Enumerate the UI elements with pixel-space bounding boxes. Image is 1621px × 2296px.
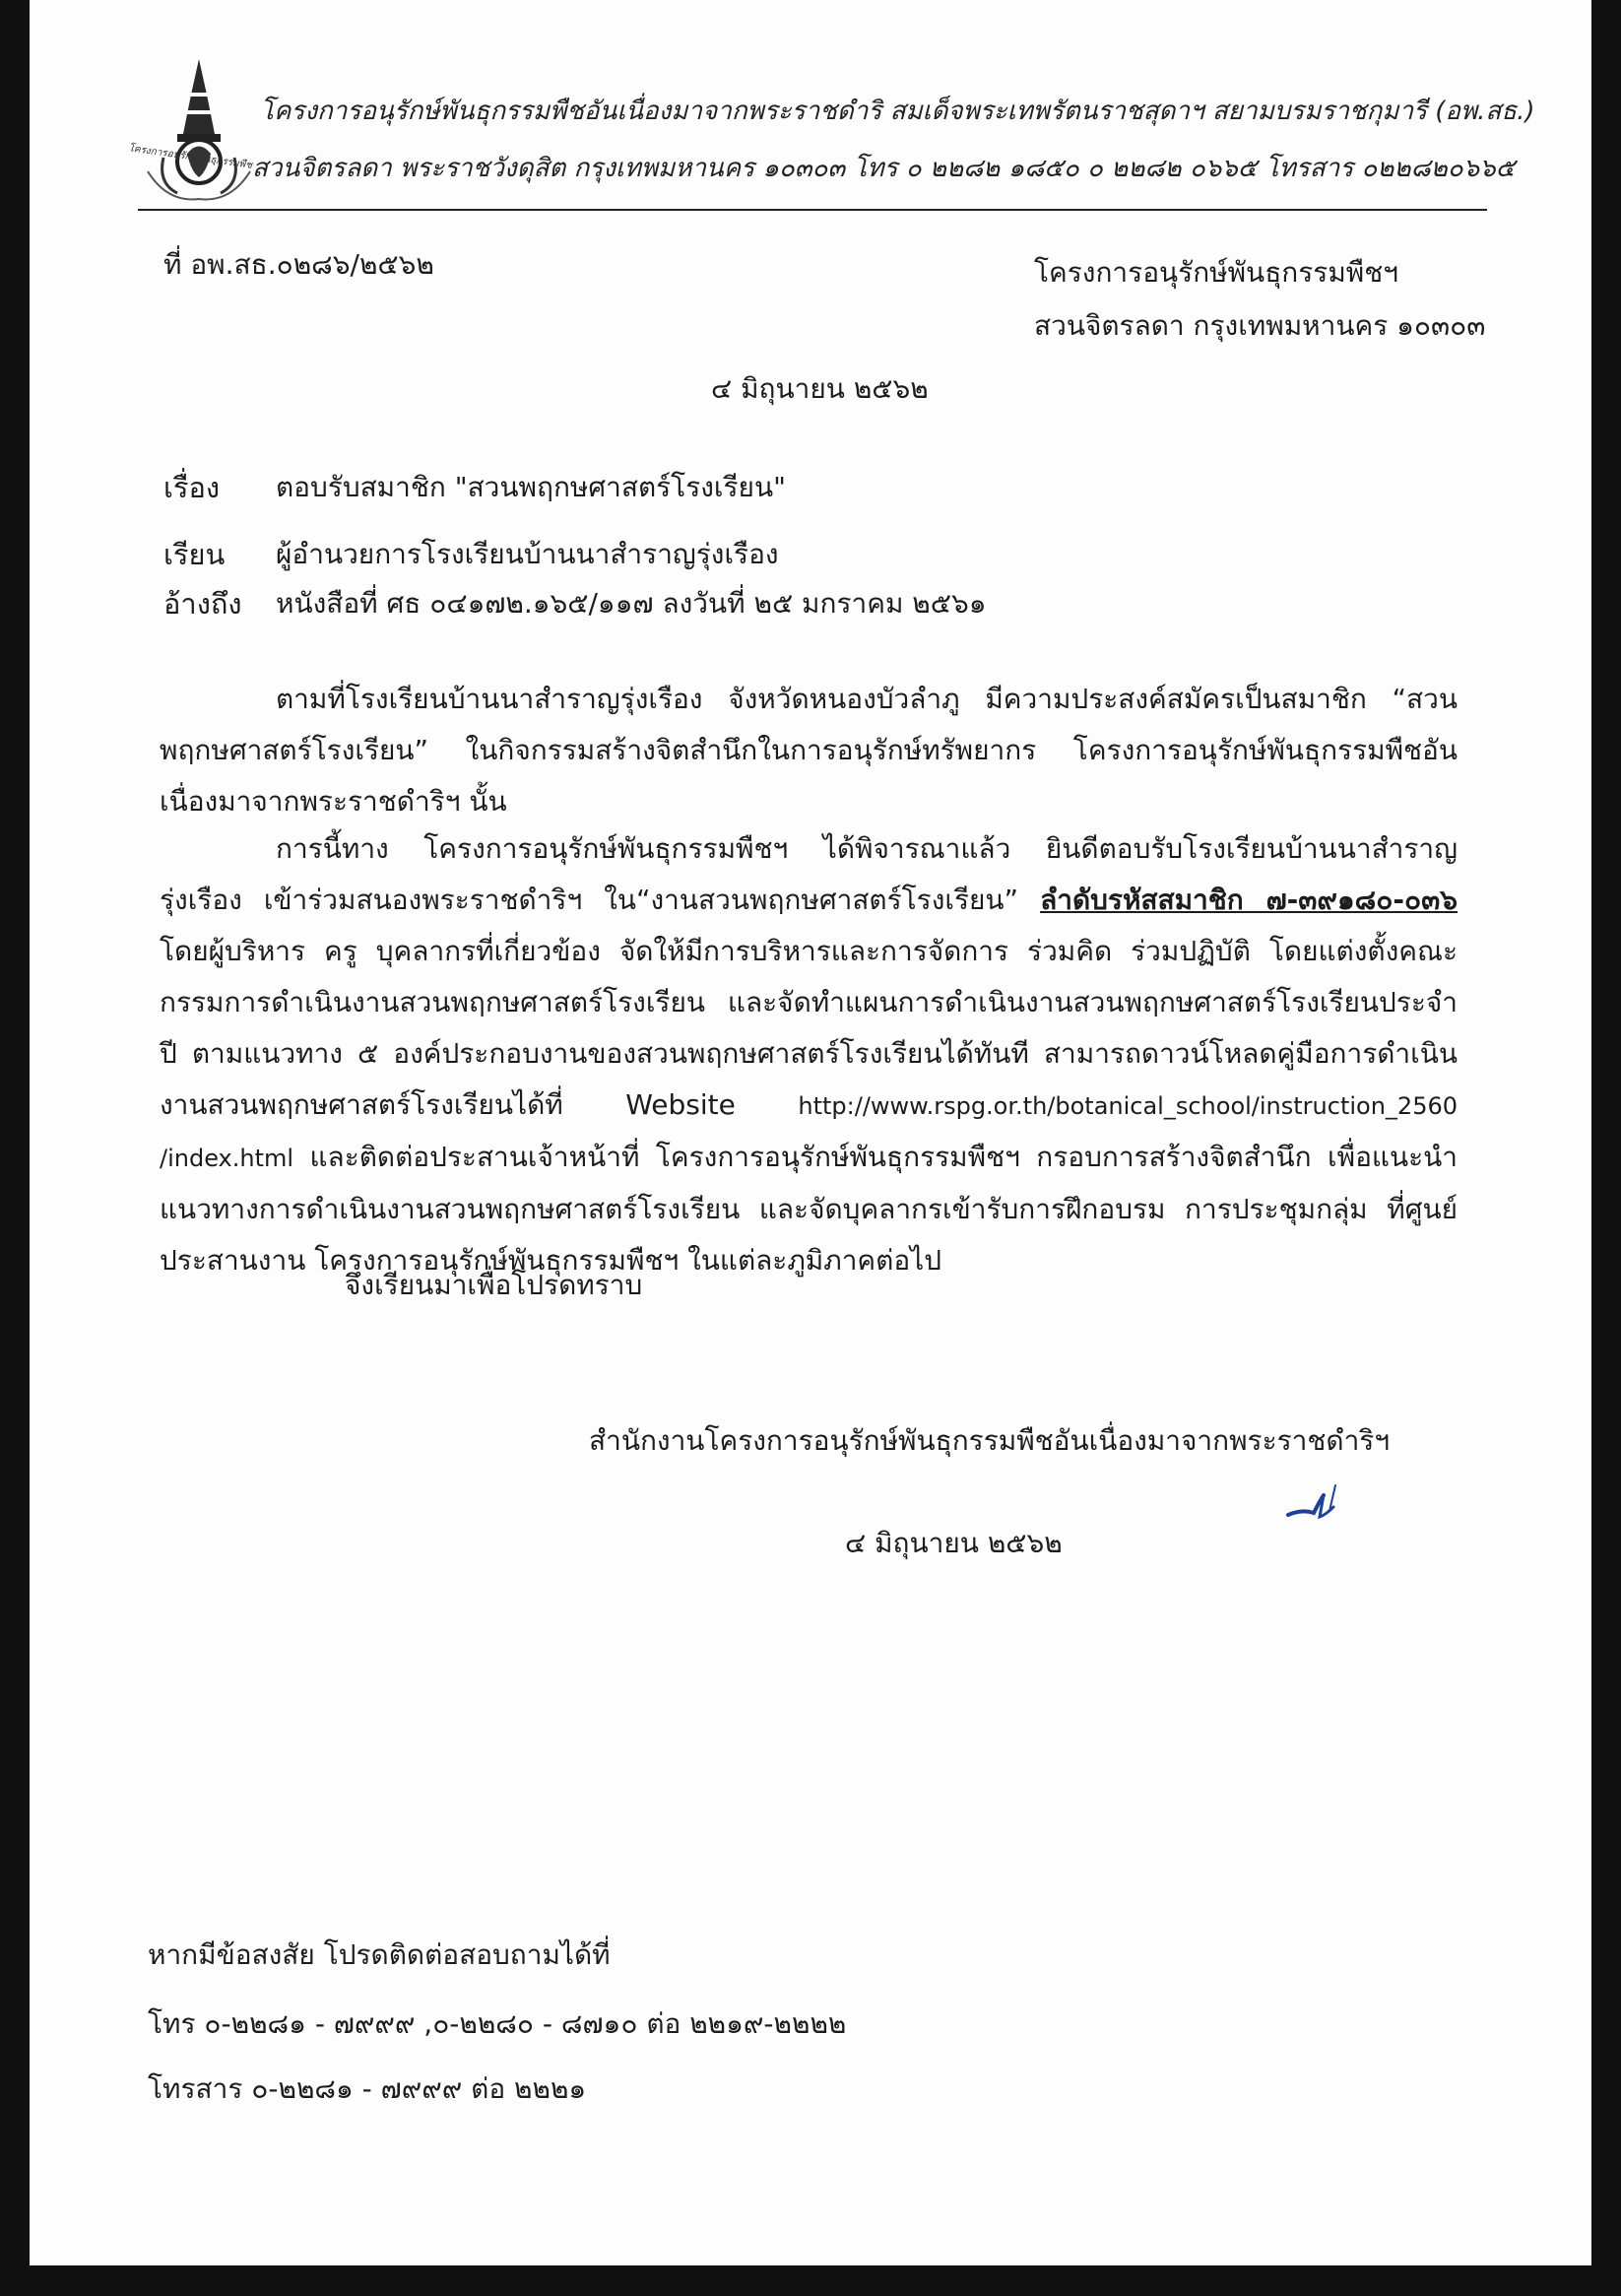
reference-label: อ้างถึง	[163, 587, 242, 621]
left-edge	[0, 0, 30, 2296]
paragraph-2-part-b: โดยผู้บริหาร ครู บุคลากรที่เกี่ยวข้อง จัดให้มีการบริหารและการจัดการ ร่วมคิด ร่วมปฏิบัติ โดยแต่งตั้งคณะกรรมการดำเนินงานสวนพฤกษศาสตร์โรงเรียน และจัดทำแผนการดำเนินงานสวนพฤกษศาสตร์โรงเรียนประจำปี ตามแนวทาง ๕ องค์ประกอบงานของสวนพฤกษศาสตร์โรงเรียนได้ทันที สามารถดาวน์โหลดคู่มือการดำเนินงานสวนพฤกษศาสตร์โรงเรียนได้ที่ Website	[160, 935, 1458, 1121]
header-line-1: โครงการอนุรักษ์พันธุกรรมพืชอันเนื่องมาจากพระราชดำริ สมเด็จพระเทพรัตนราชสุดาฯ สยามบรมราชกุมารี (อพ.สธ.)	[260, 97, 1535, 126]
bottom-edge	[0, 2265, 1621, 2296]
subject-text: ตอบรับสมาชิก "สวนพฤกษศาสตร์โรงเรียน"	[276, 471, 786, 503]
to-label: เรียน	[163, 538, 226, 571]
closing-text: จึงเรียนมาเพื่อโปรดทราบ	[345, 1269, 643, 1301]
signatory-name: สำนักงานโครงการอนุรักษ์พันธุกรรมพืชอันเนื่องมาจากพระราชดำริฯ	[589, 1424, 1391, 1457]
contact-phone: โทร ๐-๒๒๘๑ - ๗๙๙๙ ,๐-๒๒๘๐ - ๘๗๑๐ ต่อ ๒๒๑๙-๒๒๒๒	[148, 2007, 847, 2040]
letter-date: ๔ มิถุนายน ๒๕๖๒	[711, 372, 929, 405]
paragraph-1-text: ตามที่โรงเรียนบ้านนาสำราญรุ่งเรือง จังหวัดหนองบัวลำภู มีความประสงค์สมัครเป็นสมาชิก “สวนพฤกษศาสตร์โรงเรียน” ในกิจกรรมสร้างจิตสำนึกในการอนุรักษ์ทรัพยากร โครงการอนุรักษ์พันธุกรรมพืชอันเนื่องมาจากพระราชดำริฯ นั้น	[160, 683, 1458, 818]
paragraph-2-part-c: และติดต่อประสานเจ้าหน้าที่ โครงการอนุรักษ์พันธุกรรมพืชฯ กรอบการสร้างจิตสำนึก เพื่อแนะนำแนวทางการดำเนินงานสวนพฤกษศาสตร์โรงเรียน และจัดบุคลากรเข้ารับการฝึกอบรม การประชุมกลุ่ม ที่ศูนย์ประสานงาน โครงการอนุรักษ์พันธุกรรมพืชฯ ในแต่ละภูมิภาคต่อไป	[160, 1141, 1458, 1277]
contact-fax: โทรสาร ๐-๒๒๘๑ - ๗๙๙๙ ต่อ ๒๒๒๑	[148, 2072, 587, 2105]
paragraph-2	[160, 823, 1458, 1286]
sender-line-2: สวนจิตรลดา กรุงเทพมหานคร ๑๐๓๐๓	[1034, 309, 1486, 342]
reference-number: ที่ อพ.สธ.๐๒๘๖/๒๕๖๒	[163, 248, 434, 281]
reference-text: หนังสือที่ ศธ ๐๔๑๗๒.๑๖๕/๑๑๗ ลงวันที่ ๒๕ มกราคม ๒๕๖๑	[276, 587, 987, 620]
subject-label: เรื่อง	[163, 471, 221, 504]
to-text: ผู้อำนวยการโรงเรียนบ้านนาสำราญรุ่งเรือง	[276, 538, 779, 570]
header-line-2: สวนจิตรลดา พระราชวังดุสิต กรุงเทพมหานคร ๑๐๓๐๓ โทร ๐ ๒๒๘๒ ๑๘๕๐ ๐ ๒๒๘๒ ๐๖๖๕ โทรสาร ๐๒๒๘๒๐๖๖๕	[252, 154, 1516, 183]
member-code: ลำดับรหัสสมาชิก ๗-๓๙๑๘๐-๐๓๖	[1040, 884, 1458, 916]
right-edge	[1591, 0, 1621, 2296]
contact-intro: หากมีข้อสงสัย โปรดติดต่อสอบถามได้ที่	[148, 1938, 611, 1971]
paragraph-1	[160, 674, 1458, 827]
signature-mark	[1280, 1472, 1359, 1531]
website-link[interactable]: http://www.rspg.or.th/botanical_school/instruction_2560 /index.html	[160, 1092, 1458, 1172]
signature-date: ๔ มิถุนายน ๒๕๖๒	[845, 1527, 1063, 1559]
header-divider	[138, 209, 1487, 211]
paragraph-2-part-a: การนี้ทาง โครงการอนุรักษ์พันธุกรรมพืชฯ ได้พิจารณาแล้ว ยินดีตอบรับโรงเรียนบ้านนาสำราญรุ่งเรือง เข้าร่วมสนองพระราชดำริฯ ใน“งานสวนพฤกษศาสตร์โรงเรียน”	[160, 832, 1458, 916]
rspg-emblem-icon	[138, 55, 261, 203]
sender-line-1: โครงการอนุรักษ์พันธุกรรมพืชฯ	[1034, 256, 1398, 289]
emblem-caption: โครงการอนุรักษ์พันธุกรรมพืช	[127, 143, 253, 171]
